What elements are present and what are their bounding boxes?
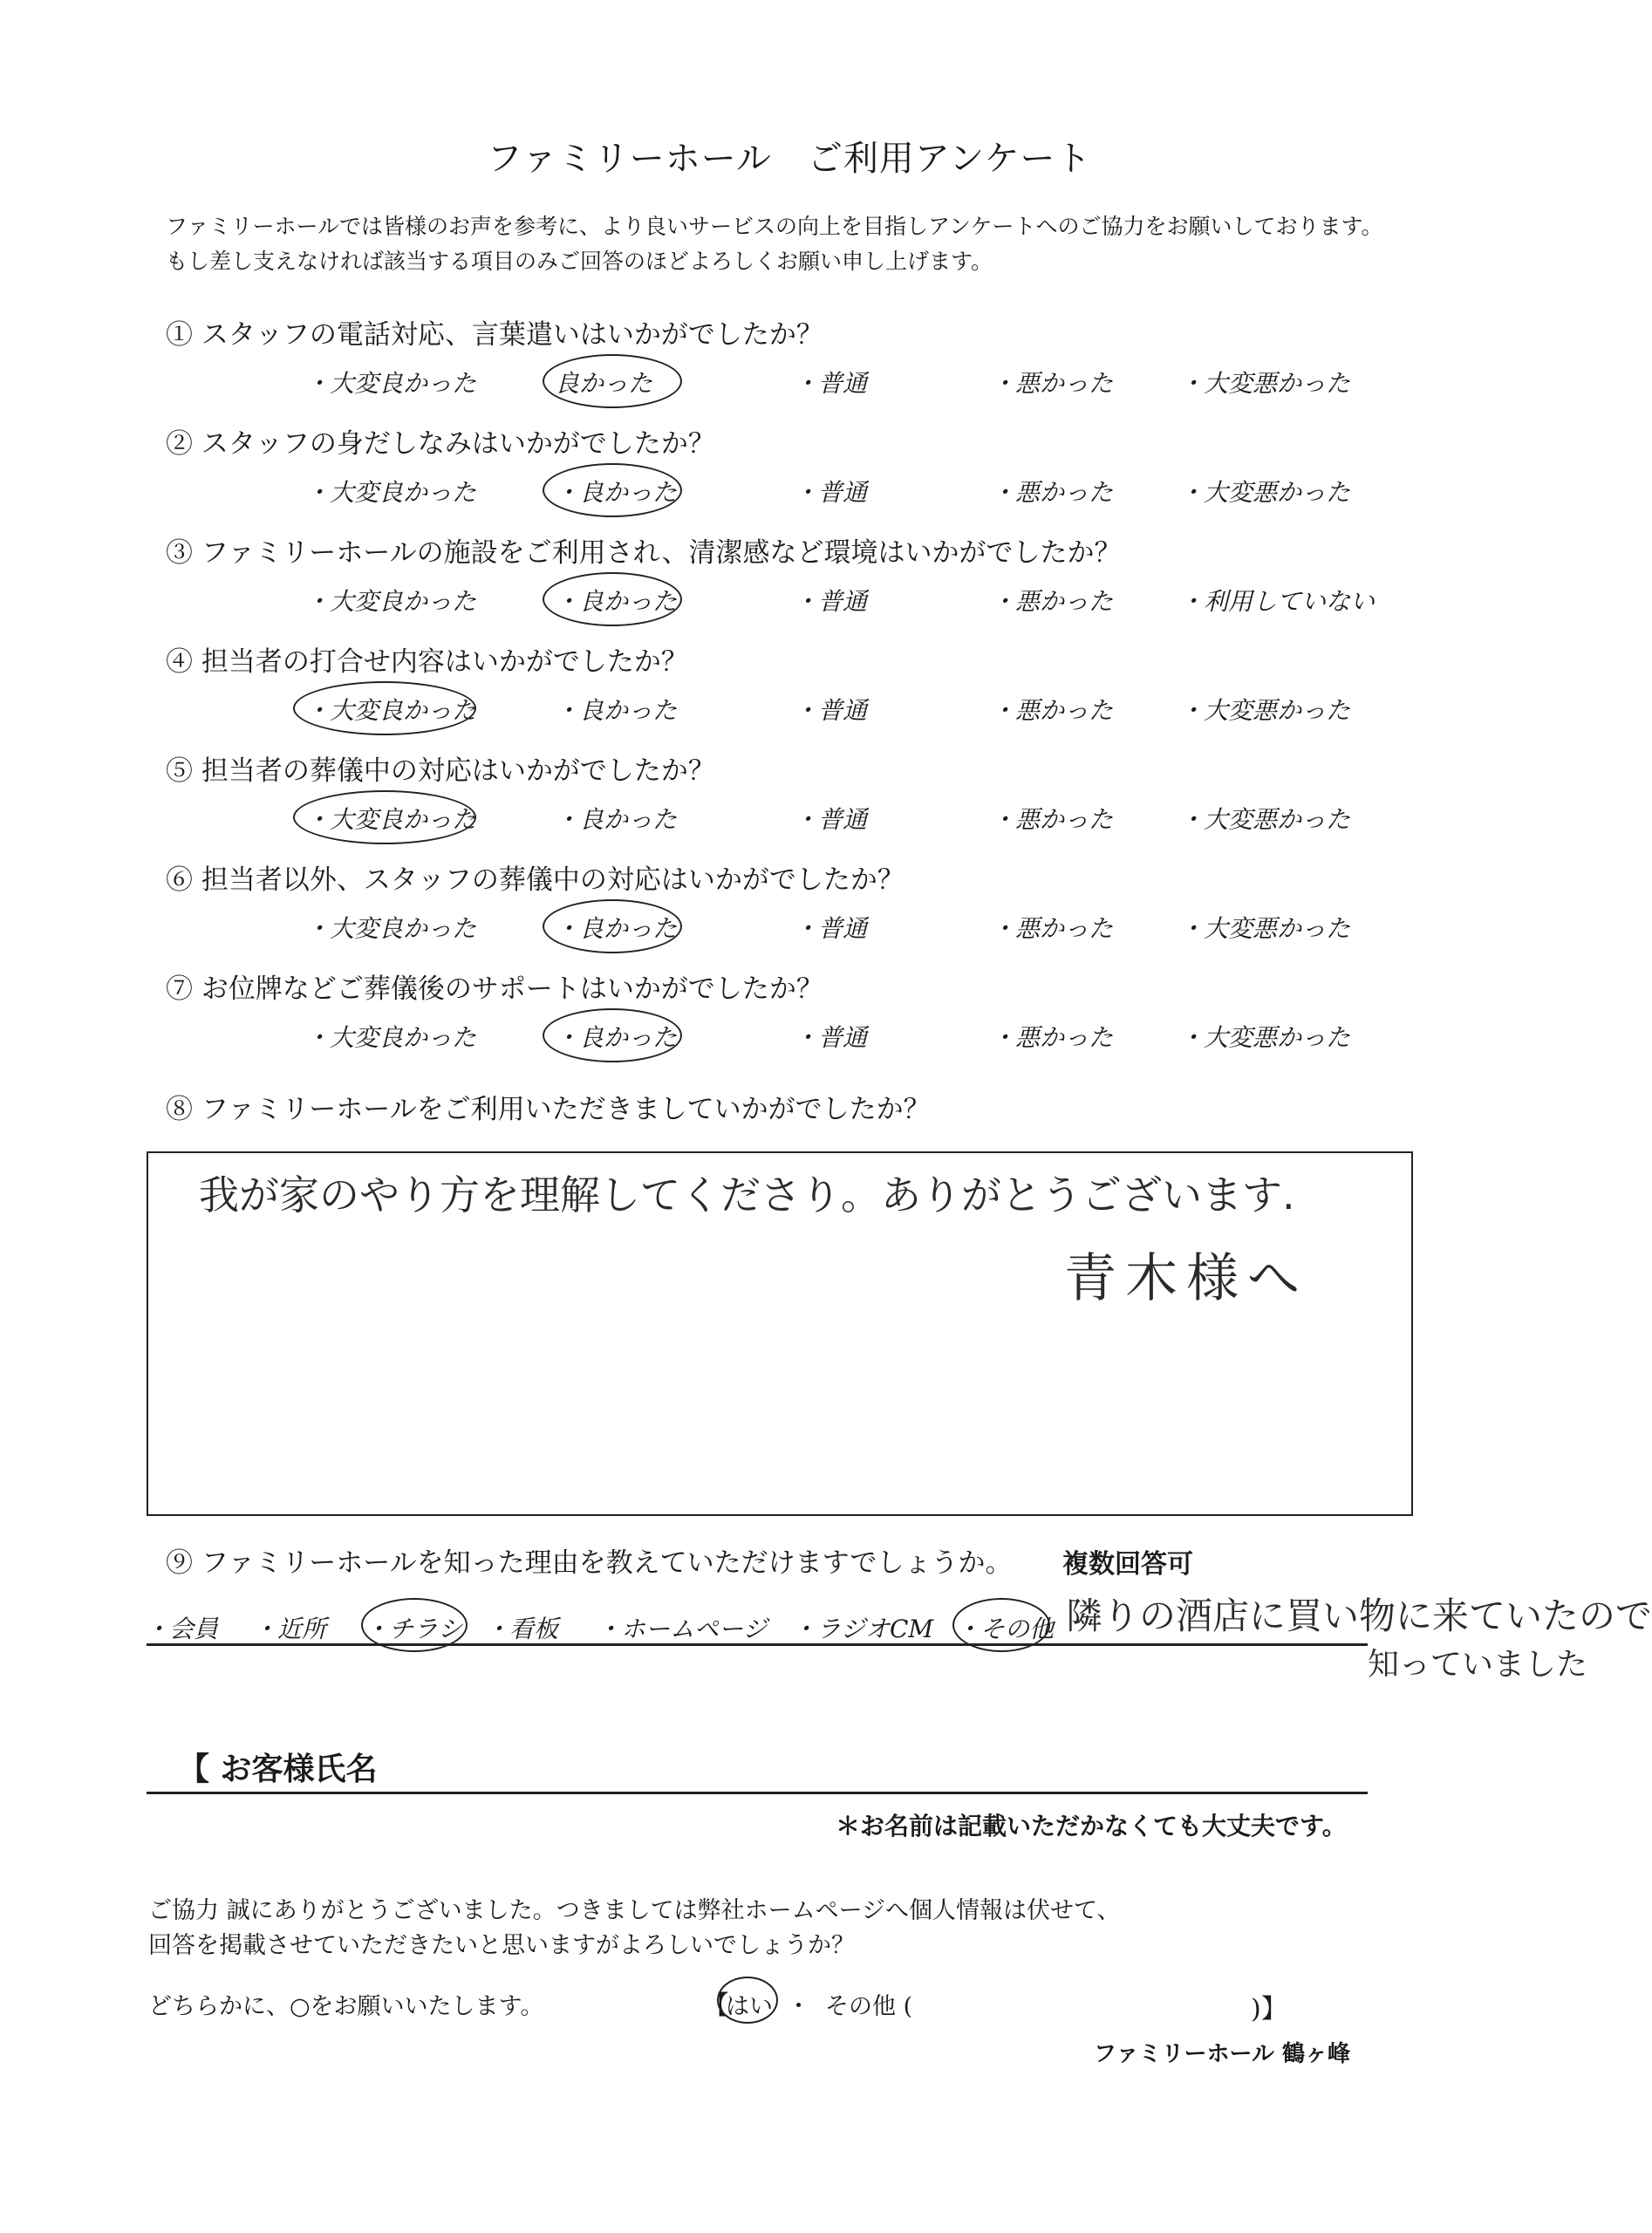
question-number: ① xyxy=(166,319,193,351)
rating-option[interactable]: ・良かった xyxy=(555,587,678,616)
question-9 xyxy=(166,1540,1013,1580)
rating-option[interactable]: ・普通 xyxy=(794,805,868,834)
question-1 xyxy=(166,312,823,352)
consent-separator: ・ xyxy=(787,1993,810,2020)
consent-yes-circle xyxy=(717,1977,778,2024)
selected-circle xyxy=(293,790,476,844)
question-6 xyxy=(166,857,905,897)
question-number: ⑨ xyxy=(166,1547,193,1579)
source-option[interactable]: ・チラシ xyxy=(365,1615,463,1643)
handwritten-addressee: 青木様へ xyxy=(1064,1248,1308,1309)
question-number: ⑤ xyxy=(166,755,193,787)
bracket-open: 【 xyxy=(703,1991,729,2021)
question-text: スタッフの電話対応、言葉遣いはいかがでしたか？ xyxy=(201,319,823,351)
name-underline xyxy=(147,1792,1368,1794)
closing-line-1: ご協力 誠にありがとうございました。つきましては弊社ホームページへ個人情報は伏せて、 xyxy=(148,1897,1121,1924)
source-option[interactable]: ・近所 xyxy=(253,1615,327,1643)
rating-option[interactable]: ・大変良かった xyxy=(305,369,477,398)
consent-yes[interactable]: はい xyxy=(726,1993,773,2020)
rating-option[interactable]: ・悪かった xyxy=(991,696,1114,725)
rating-option[interactable]: ・悪かった xyxy=(991,587,1114,616)
source-option[interactable]: ・その他 xyxy=(956,1615,1055,1643)
rating-option[interactable]: ・普通 xyxy=(794,914,868,943)
question-text: ファミリーホールをご利用いただきましていかがでしたか？ xyxy=(201,1094,931,1125)
question-text: 担当者以外、スタッフの葬儀中の対応はいかがでしたか？ xyxy=(201,864,905,896)
rating-option[interactable]: ・普通 xyxy=(794,478,868,507)
handwritten-comment: 我が家のやり方を理解してくださり。ありがとうございます. xyxy=(199,1171,1295,1219)
source-option[interactable]: ・ホームページ xyxy=(597,1615,768,1643)
rating-option[interactable]: ・悪かった xyxy=(991,914,1114,943)
question-text: スタッフの身だしなみはいかがでしたか？ xyxy=(201,428,715,460)
rating-option[interactable]: ・良かった xyxy=(555,805,678,834)
selected-circle xyxy=(543,354,682,408)
source-option[interactable]: ・ラジオCM xyxy=(792,1615,934,1643)
name-optional-note: ＊お名前は記載いただかなくても大丈夫です。 xyxy=(836,1812,1347,1840)
free-comment-box[interactable] xyxy=(147,1151,1413,1516)
question-text: 担当者の葬儀中の対応はいかがでしたか？ xyxy=(201,755,715,787)
question-number: ④ xyxy=(166,646,193,678)
question-number: ⑥ xyxy=(166,864,193,896)
q9-underline xyxy=(147,1643,1368,1646)
selected-circle xyxy=(293,681,476,735)
rating-option[interactable]: ・普通 xyxy=(794,369,868,398)
rating-option[interactable]: ・大変悪かった xyxy=(1179,1023,1351,1052)
selected-circle xyxy=(543,572,682,626)
rating-option[interactable]: ・大変悪かった xyxy=(1179,696,1351,725)
rating-option[interactable]: ・大変良かった xyxy=(305,478,477,507)
rating-option[interactable]: ・普通 xyxy=(794,1023,868,1052)
question-3 xyxy=(166,530,1121,570)
selected-circle xyxy=(543,1008,682,1062)
question-text: お位牌などご葬儀後のサポートはいかがでしたか？ xyxy=(201,973,823,1005)
rating-option[interactable]: ・悪かった xyxy=(991,1023,1114,1052)
question-number: ⑦ xyxy=(166,973,193,1005)
rating-option[interactable]: ・普通 xyxy=(794,696,868,725)
question-number: ③ xyxy=(166,537,193,569)
question-2 xyxy=(166,421,715,461)
rating-option[interactable]: ・悪かった xyxy=(991,478,1114,507)
rating-option[interactable]: 良かった xyxy=(555,369,653,398)
customer-name-field[interactable] xyxy=(401,1760,994,1786)
closing-line-2: 回答を掲載させていただきたいと思いますがよろしいでしょうか？ xyxy=(148,1932,855,1959)
rating-option[interactable]: ・普通 xyxy=(794,587,868,616)
question-4 xyxy=(166,639,688,679)
intro-line-1: ファミリーホールでは皆様のお声を参考に、より良いサービスの向上を目指しアンケートへのご協力をお願いしております。 xyxy=(166,214,1383,239)
rating-option[interactable]: ・大変良かった xyxy=(305,914,477,943)
selected-circle xyxy=(543,899,682,953)
question-text: ファミリーホールの施設をご利用され、清潔感など環境はいかがでしたか？ xyxy=(201,537,1122,569)
rating-option[interactable]: ・大変良かった xyxy=(305,1023,477,1052)
question-7 xyxy=(166,966,823,1006)
handwritten-other-reason-2: 知っていました xyxy=(1368,1647,1588,1683)
rating-option[interactable]: ・大変悪かった xyxy=(1179,805,1351,834)
circle-request: どちらかに、○をお願いいたします。 xyxy=(148,1993,544,2020)
rating-option[interactable]: ・大変悪かった xyxy=(1179,478,1351,507)
source-option[interactable]: ・会員 xyxy=(145,1615,219,1643)
rating-option[interactable]: ・良かった xyxy=(555,1023,678,1052)
source-option[interactable]: ・看板 xyxy=(485,1615,559,1643)
multiple-answers-note: 複数回答可 xyxy=(1062,1549,1193,1580)
question-8 xyxy=(166,1087,931,1126)
rating-option[interactable]: ・大変悪かった xyxy=(1179,369,1351,398)
question-number: ② xyxy=(166,428,193,460)
question-5 xyxy=(166,748,715,788)
question-number: ⑧ xyxy=(166,1094,193,1125)
rating-option[interactable]: ・大変良かった xyxy=(305,587,477,616)
page-title: ファミリーホール ご利用アンケート xyxy=(487,139,1092,179)
signature: ファミリーホール 鶴ヶ峰 xyxy=(1094,2041,1351,2067)
question-text: ファミリーホールを知った理由を教えていただけますでしょうか。 xyxy=(201,1547,1013,1579)
rating-option[interactable]: ・利用していない xyxy=(1179,587,1376,616)
customer-name-label: 【 お客様氏名 xyxy=(178,1752,378,1787)
rating-option[interactable]: ・良かった xyxy=(555,914,678,943)
rating-option[interactable]: ・良かった xyxy=(555,478,678,507)
rating-option[interactable]: ・大変悪かった xyxy=(1179,914,1351,943)
handwritten-other-reason: 隣りの酒店に買い物に来ていたので xyxy=(1066,1595,1652,1637)
rating-option[interactable]: ・悪かった xyxy=(991,369,1114,398)
rating-option[interactable]: ・大変良かった xyxy=(305,805,477,834)
rating-option[interactable]: ・悪かった xyxy=(991,805,1114,834)
rating-option[interactable]: ・大変良かった xyxy=(305,696,477,725)
selected-circle xyxy=(543,463,682,517)
rating-option[interactable]: ・良かった xyxy=(555,696,678,725)
question-text: 担当者の打合せ内容はいかがでしたか？ xyxy=(201,646,688,678)
bracket-close: )】 xyxy=(1251,1994,1287,2025)
consent-other[interactable]: その他 ( xyxy=(825,1993,913,2020)
intro-line-2: もし差し支えなければ該当する項目のみご回答のほどよろしくお願い申し上げます。 xyxy=(166,249,993,274)
